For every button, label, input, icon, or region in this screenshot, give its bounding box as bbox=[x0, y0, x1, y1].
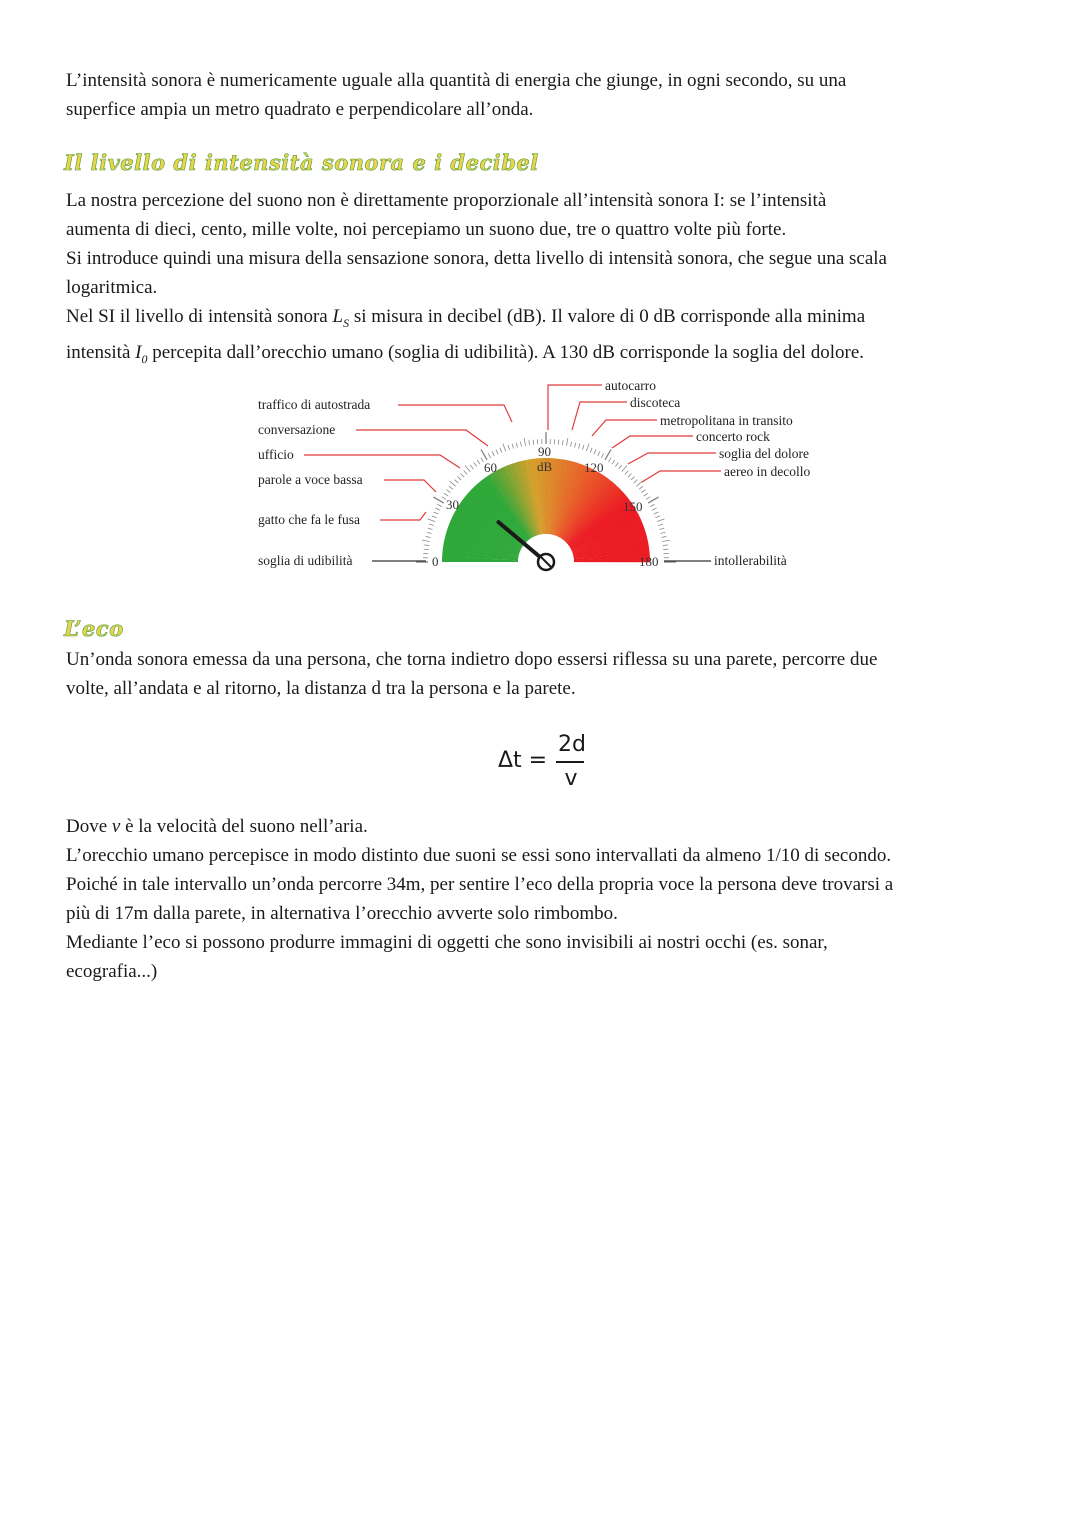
gauge-tick bbox=[566, 438, 567, 446]
label-concerto-rock: concerto rock bbox=[696, 429, 770, 444]
gauge-tick bbox=[492, 451, 494, 455]
leader-line bbox=[398, 405, 512, 422]
gauge-tick bbox=[598, 451, 600, 455]
gauge-tick bbox=[659, 528, 664, 529]
text-fragment: Nel SI il livello di intensità sonora bbox=[66, 306, 333, 327]
gauge-tick bbox=[652, 508, 656, 510]
gauge-unit: dB bbox=[537, 459, 553, 474]
text-fragment: intensità bbox=[66, 341, 136, 363]
paragraph-line: ecografia...) bbox=[66, 961, 158, 982]
gauge-tick bbox=[444, 493, 448, 496]
eco-paragraph bbox=[66, 645, 1026, 703]
paragraph-line: Dove v è la velocità del suono nell’aria. bbox=[66, 816, 368, 837]
paragraph-line: logaritmica. bbox=[66, 277, 158, 298]
gauge-tick bbox=[605, 449, 611, 459]
leader-line bbox=[628, 453, 716, 464]
paragraph-line: aumenta di dieci, cento, mille volte, noi percepiamo un suono due, tre o quattro volte più forte. bbox=[66, 219, 787, 240]
gauge-tick bbox=[654, 512, 659, 514]
gauge-tick bbox=[434, 512, 439, 514]
paragraph-line: Si introduce quindi una misura della sensazione sonora, detta livello di intensità sonora, che segue una scala bbox=[66, 248, 887, 269]
gauge-tick bbox=[433, 497, 443, 503]
gauge-tick bbox=[427, 532, 432, 533]
gauge-tick bbox=[625, 471, 628, 475]
label-ufficio: ufficio bbox=[258, 447, 294, 462]
tick-label-90: 90 bbox=[538, 444, 551, 459]
gauge-tick bbox=[465, 465, 470, 471]
formula-lhs: Δt = bbox=[498, 748, 548, 773]
gauge-tick bbox=[619, 465, 622, 469]
gauge-tick bbox=[424, 545, 429, 546]
gauge-tick bbox=[512, 444, 513, 449]
fraction-bar bbox=[556, 761, 584, 763]
paragraph-line: più di 17m dalla parete, in alternativa l’orecchio avverte solo rimbombo. bbox=[66, 903, 618, 924]
gauge-tick bbox=[516, 443, 517, 448]
gauge-tick bbox=[432, 516, 437, 518]
intro-line: superfice ampia un metro quadrato e perpendicolare all’onda. bbox=[66, 99, 534, 120]
tick-label-30: 30 bbox=[446, 497, 459, 512]
gauge-tick bbox=[520, 442, 521, 447]
gauge-tick bbox=[422, 540, 430, 541]
gauge-tick bbox=[586, 444, 589, 452]
label-gatto-fusa: gatto che fa le fusa bbox=[258, 512, 360, 527]
paragraph-line: L’orecchio umano percepisce in modo distinto due suoni se essi sono intervallati da almeno 1/10 di secondo. bbox=[66, 845, 892, 866]
gauge-tick bbox=[631, 477, 635, 480]
leader-line bbox=[384, 480, 436, 492]
symbol-v: v bbox=[111, 816, 121, 837]
gauge-tick bbox=[615, 462, 618, 466]
gauge-tick bbox=[429, 524, 434, 526]
gauge-tick bbox=[500, 448, 502, 453]
gauge-tick bbox=[657, 519, 665, 522]
gauge-tick bbox=[622, 465, 627, 471]
tick-label-0: 0 bbox=[432, 554, 439, 569]
gauge-tick bbox=[424, 549, 429, 550]
gauge-tick bbox=[529, 440, 530, 445]
gauge-tick bbox=[437, 504, 441, 506]
tick-label-120: 120 bbox=[584, 460, 604, 475]
gauge-tick bbox=[449, 486, 453, 489]
gauge-tick bbox=[661, 536, 666, 537]
leader-line bbox=[304, 455, 460, 468]
symbol-ls: $L_S$ bbox=[332, 306, 350, 330]
intro-line: L’intensità sonora è numericamente uguale alla quantità di energia che giunge, in ogni secondo, su una bbox=[66, 70, 847, 91]
gauge-tick bbox=[662, 540, 670, 541]
gauge-tick bbox=[612, 460, 615, 464]
label-intollerabilita: intollerabilità bbox=[714, 553, 787, 568]
gauge-tick bbox=[571, 442, 572, 447]
decibel-paragraph bbox=[66, 186, 1026, 374]
label-discoteca: discoteca bbox=[630, 395, 681, 410]
gauge-tick bbox=[458, 477, 462, 480]
gauge-tick bbox=[481, 449, 487, 459]
tick-label-60: 60 bbox=[484, 460, 497, 475]
label-traffico-autostrada: traffico di autostrada bbox=[258, 397, 371, 412]
gauge-tick bbox=[660, 532, 665, 533]
gauge-tick bbox=[474, 462, 477, 466]
gauge-tick bbox=[449, 481, 455, 486]
formula-numerator: 2d bbox=[558, 732, 586, 757]
gauge-tick bbox=[562, 440, 563, 445]
gauge-tick bbox=[636, 481, 642, 486]
label-parole-voce-bassa: parole a voce bassa bbox=[258, 472, 363, 487]
text-fragment: si misura in decibel (dB). Il valore di 0 dB corrisponde alla minima bbox=[349, 306, 866, 327]
gauge-tick bbox=[663, 545, 668, 546]
label-conversazione: conversazione bbox=[258, 422, 336, 437]
gauge-tick bbox=[426, 536, 431, 537]
paragraph-line bbox=[66, 302, 1026, 338]
label-soglia-dolore: soglia del dolore bbox=[719, 446, 809, 461]
gauge-tick bbox=[558, 440, 559, 445]
section-heading-decibel: Il livello di intensità sonora e i decibel bbox=[64, 150, 539, 175]
gauge-tick bbox=[646, 497, 650, 500]
eco-explanation bbox=[66, 812, 1026, 986]
gauge-tick bbox=[644, 493, 648, 496]
gauge-tick bbox=[477, 460, 480, 464]
leader-line bbox=[612, 436, 693, 448]
gauge-tick bbox=[496, 450, 498, 455]
gauge-tick bbox=[634, 480, 638, 483]
paragraph-line: La nostra percezione del suono non è direttamente proporzionale all’intensità sonora I: se l’intensità bbox=[66, 190, 827, 211]
gauge-tick bbox=[650, 504, 654, 506]
gauge-tick bbox=[658, 524, 663, 526]
gauge-tick bbox=[641, 490, 645, 493]
gauge-tick bbox=[601, 453, 603, 457]
gauge-tick bbox=[488, 453, 490, 457]
gauge-tick bbox=[508, 445, 510, 450]
gauge-tick bbox=[503, 444, 506, 452]
text-fragment: percepita dall’orecchio umano (soglia di udibilità). A 130 dB corrisponde la soglia del dolore. bbox=[147, 341, 865, 363]
label-aereo-decollo: aereo in decollo bbox=[724, 464, 811, 479]
section-heading-eco: L’eco bbox=[64, 616, 124, 641]
gauge-tick bbox=[446, 490, 450, 493]
decibel-gauge-figure bbox=[250, 370, 850, 585]
gauge-tick bbox=[524, 438, 525, 446]
leader-line bbox=[380, 512, 426, 520]
paragraph-line: Un’onda sonora emessa da una persona, che torna indietro dopo essersi riflessa su una parete, percorre due bbox=[66, 649, 878, 670]
gauge-tick bbox=[461, 474, 464, 478]
paragraph-line: Poiché in tale intervallo un’onda percorre 34m, per sentire l’eco della propria voce la persona deve trovarsi a bbox=[66, 874, 894, 895]
leader-line bbox=[592, 420, 657, 436]
tick-label-180: 180 bbox=[639, 554, 659, 569]
paragraph-line: Mediante l’eco si possono produrre immagini di oggetti che sono invisibili ai nostri occhi (es. sonar, bbox=[66, 932, 828, 953]
gauge-tick bbox=[609, 458, 612, 462]
paragraph-line: volte, all’andata e al ritorno, la distanza d tra la persona e la parete. bbox=[66, 678, 576, 699]
label-autocarro: autocarro bbox=[605, 378, 656, 393]
leader-line bbox=[572, 402, 627, 430]
gauge-tick bbox=[628, 474, 631, 478]
gauge-tick bbox=[435, 508, 439, 510]
gauge-tick bbox=[428, 528, 433, 529]
gauge-tick bbox=[464, 471, 467, 475]
gauge-tick bbox=[639, 486, 643, 489]
paragraph-line bbox=[66, 338, 1026, 374]
gauge-tick bbox=[428, 519, 436, 522]
symbol-i0: $I_0$ bbox=[135, 341, 148, 366]
tick-label-150: 150 bbox=[623, 499, 643, 514]
gauge-tick bbox=[648, 497, 658, 503]
gauge-tick bbox=[579, 444, 580, 449]
gauge-tick bbox=[470, 465, 473, 469]
formula-denominator: v bbox=[564, 766, 578, 791]
gauge-tick bbox=[663, 549, 668, 550]
label-metropolitana: metropolitana in transito bbox=[660, 413, 793, 428]
gauge-tick bbox=[655, 516, 660, 518]
gauge-tick bbox=[533, 440, 534, 445]
leader-line bbox=[356, 430, 488, 446]
leader-line bbox=[548, 385, 602, 430]
intro-paragraph bbox=[66, 66, 1026, 124]
leader-line bbox=[642, 471, 721, 482]
gauge-tick bbox=[575, 443, 576, 448]
label-soglia-udibilita: soglia di udibilità bbox=[258, 553, 353, 568]
gauge-tick bbox=[455, 480, 459, 483]
gauge-tick bbox=[594, 450, 596, 455]
gauge-tick bbox=[590, 448, 592, 453]
gauge-tick bbox=[582, 445, 584, 450]
